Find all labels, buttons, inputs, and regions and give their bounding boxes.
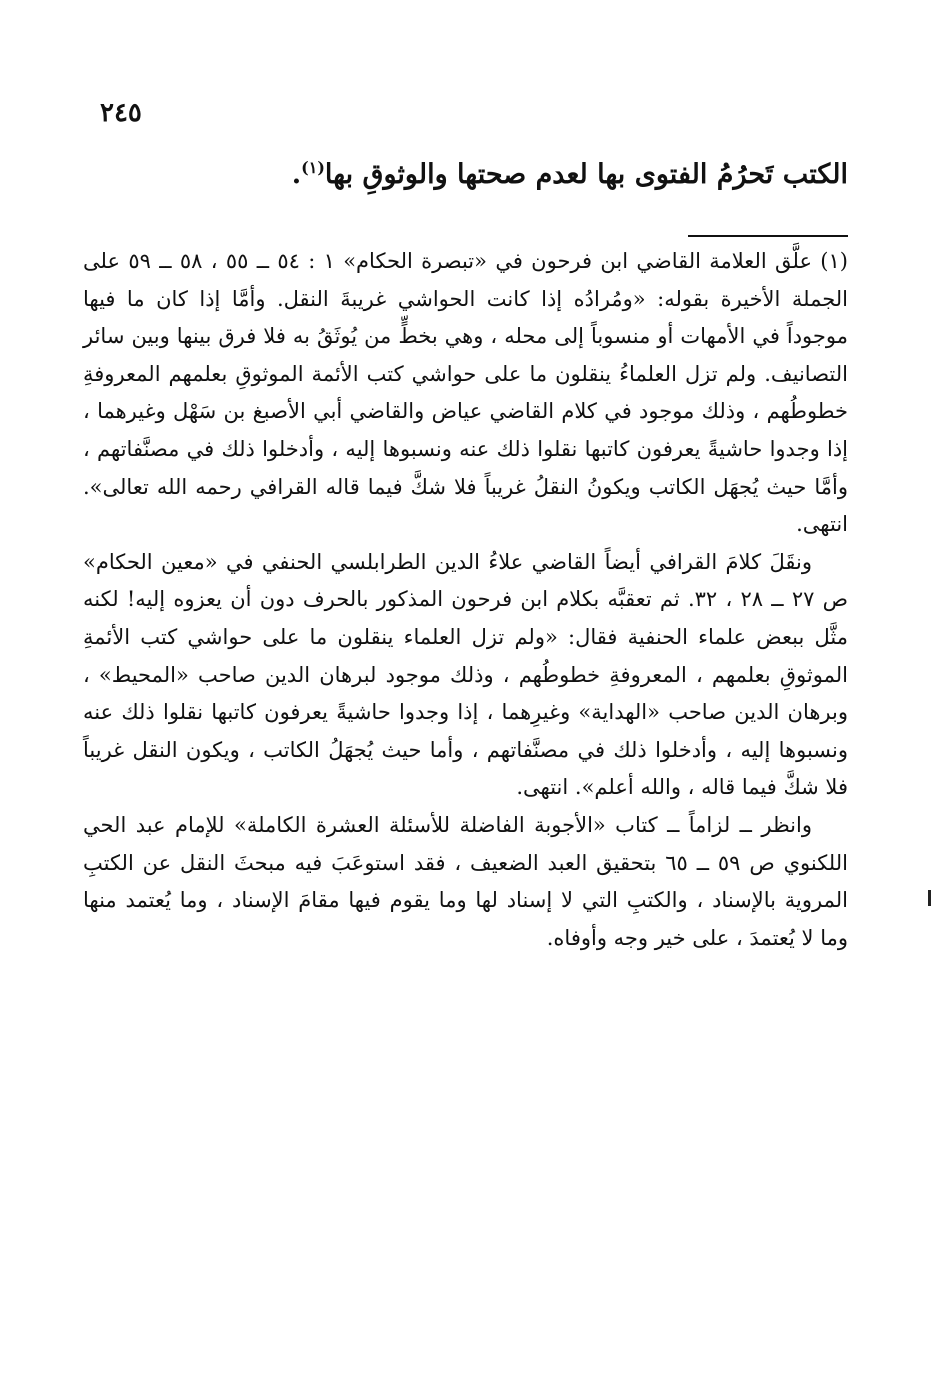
footnotes <box>83 243 848 957</box>
main-text <box>88 155 848 195</box>
footnote-reference: (١) <box>301 158 325 177</box>
footnote-paragraph-3: وانظر ــ لزاماً ــ كتاب «الأجوبة الفاضلة للأسئلة العشرة الكاملة» للإمام عبد الحي اللكنوي ص ٥٩ ــ ٦٥ بتحقيق العبد الضعيف ، فقد استوعَبَ فيه مبحثَ النقل عن الكتبِ المروية بالإسناد ، والكتبِ التي لا إسناد لها وما يقوم فيها مقامَ الإسناد ، وما يُعتمد منها وما لا يُعتمدَ ، على خير وجه وأوفاه. <box>83 812 848 950</box>
main-text-line: الكتب تَحرُمُ الفتوى بها لعدم صحتها والوثوقِ بها <box>324 159 848 190</box>
scan-edge-mark <box>928 890 931 906</box>
footnote-paragraph-2: ونقَلَ كلامَ القرافي أيضاً القاضي علاءُ الدين الطرابلسي الحنفي في «معين الحكام» ص ٢٧ ــ ٢٨ ، ٣٢. ثم تعقبَّه بكلام ابن فرحون المذكور بالحرف دون أن يعزوه إليه! لكنه مثَّل ببعض علماء الحنفية فقال: «ولم تزل العلماء ينقلون ما على حواشي كتب الأئمةِ الموثوقِ بعلمهم ، المعروفةِ خطوطُهم ، وذلك موجود لبرهان الدين صاحب «المحيط» ، وبرهان الدين صاحب «الهداية» وغيرِهما ، إذا وجدوا حاشيةً يعرفون كاتبها نقلوا ذلك عنه ونسبوها إليه ، وأدخلوا ذلك في مصنَّفاتهم ، وأما حيث يُجهَلُ الكاتب ، ويكون النقل غريباً فلا شكَّ فيما قاله ، والله أعلم». انتهى. <box>83 549 848 800</box>
page-number: ٢٤٥ <box>100 98 142 128</box>
footnote-separator <box>688 235 848 237</box>
main-text-end: . <box>291 159 302 190</box>
footnote-paragraph-1: (١) علَّق العلامة القاضي ابن فرحون في «تبصرة الحكام» ١ : ٥٤ ــ ٥٥ ، ٥٨ ــ ٥٩ على الجملة الأخيرة بقوله: «ومُرادُه إذا كانت الحواشي غريبةَ النقل. وأمَّا إذا كان ما فيها موجوداً في الأمهات أو منسوباً إلى محله ، وهي بخطٍّ من يُوثَقُ به فلا فرق بينها وبين سائر التصانيف. ولم تزل العلماءُ ينقلون ما على حواشي كتب الأئمة الموثوقِ بعلمهم المعروفةِ خطوطُهم ، وذلك موجود في كلام القاضي عياض والقاضي أبي الأصبغ بن سَهْل وغيرهما ، إذا وجدوا حاشيةً يعرفون كاتبها نقلوا ذلك عنه ونسبوها إليه ، وأدخلوا ذلك في مصنَّفاتهم ، وأمَّا حيث يُجهَل الكاتب ويكونُ النقلُ غريباً فلا شكَّ فيما قاله القرافي رحمه الله تعالى». انتهى. <box>83 249 848 537</box>
